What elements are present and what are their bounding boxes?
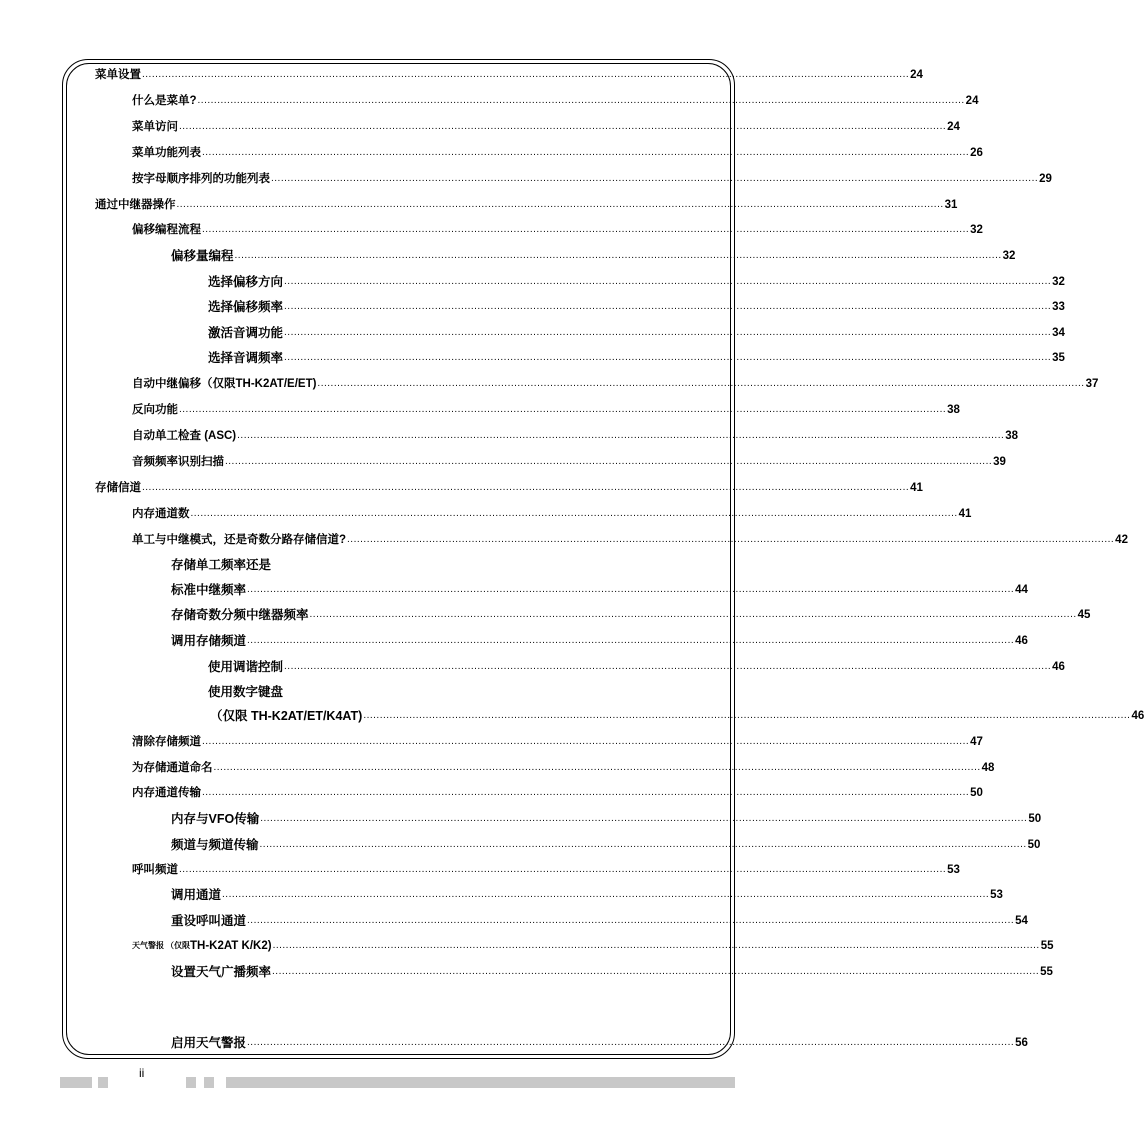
- toc-leader: ..........................................................................................................................................................................................................................................: [190, 508, 958, 519]
- toc-entry-page: 24: [947, 121, 960, 133]
- toc-entry: [208, 294, 1065, 314]
- toc-leader: ..........................................................................................................................................................................................................................................: [225, 456, 993, 467]
- toc-entry-page: 44: [1015, 584, 1028, 596]
- toc-entry: [171, 882, 1003, 902]
- toc-entry-title: 通过中继器操作: [95, 199, 176, 211]
- toc-entry-title: 重设呼叫通道: [171, 914, 247, 928]
- toc-entry-page: 41: [958, 508, 972, 520]
- toc-leader: ..........................................................................................................................................................................................................................................: [202, 736, 970, 747]
- toc-entry: [132, 114, 960, 134]
- toc-entry-page: 31: [944, 199, 958, 211]
- toc-entry-title: 偏移编程流程: [132, 224, 201, 236]
- footer-bar-segment: [226, 1077, 735, 1088]
- toc-leader: ..........................................................................................................................................................................................................................................: [247, 635, 1015, 646]
- toc-entry: [132, 88, 979, 108]
- toc-entry-page: 46: [1015, 635, 1028, 647]
- toc-entry-page: 29: [1039, 173, 1052, 185]
- toc-entry-title: 反向功能: [132, 404, 178, 416]
- toc-entry-page: 24: [965, 95, 979, 107]
- toc-entry-title: 存储信道: [95, 482, 141, 494]
- toc-entry: [132, 933, 1054, 953]
- toc-entry-page: 48: [981, 762, 995, 774]
- toc-leader: ..........................................................................................................................................................................................................................................: [179, 121, 947, 132]
- toc-entry: [171, 552, 719, 572]
- toc-entry-title: 偏移量编程: [171, 249, 234, 263]
- toc-entry-title: 设置天气广播频率: [171, 965, 272, 979]
- footer-bar-segment: [60, 1077, 92, 1088]
- toc-entry-title: 选择音调频率: [208, 351, 284, 365]
- toc-leader: ..........................................................................................................................................................................................................................................: [176, 199, 944, 210]
- toc-leader: ..........................................................................................................................................................................................................................................: [247, 1037, 1015, 1048]
- toc-leader: ..........................................................................................................................................................................................................................................: [271, 173, 1039, 184]
- toc-entry-page: 39: [993, 456, 1006, 468]
- toc-entry-title: 自动单工检查 (ASC): [132, 430, 237, 442]
- toc-entry-title: 呼叫频道: [132, 864, 178, 876]
- toc-entry: [171, 1030, 1028, 1050]
- toc-entry: [208, 654, 1065, 674]
- toc-entry: [95, 62, 923, 82]
- footer-page-number: ii: [139, 1066, 145, 1080]
- toc-entry-title: 调用存储频道: [171, 634, 247, 648]
- toc-entry-title: 选择偏移方向: [208, 275, 284, 289]
- toc-entry: [171, 628, 1028, 648]
- toc-entry: [132, 449, 1006, 469]
- toc-entry: [171, 243, 1016, 263]
- toc-entry-title: 菜单功能列表: [132, 147, 201, 159]
- toc-entry-note: （仅限: [166, 941, 190, 950]
- toc-entry-page: 50: [1027, 839, 1041, 851]
- toc-entry: [132, 780, 983, 800]
- toc-entry: [171, 602, 1091, 622]
- toc-entry-page: 38: [1005, 430, 1019, 442]
- toc-leader: ..........................................................................................................................................................................................................................................: [234, 250, 1002, 261]
- toc-entry: [210, 703, 1144, 723]
- toc-entry-page: 45: [1077, 609, 1091, 621]
- toc-entry-title: 菜单访问: [132, 121, 178, 133]
- toc-entry: [132, 423, 1019, 443]
- toc-entry-page: 38: [947, 404, 960, 416]
- toc-entry-page: 55: [1040, 940, 1054, 952]
- toc-entry-title: 频道与频道传输: [171, 838, 259, 852]
- toc-leader: ..........................................................................................................................................................................................................................................: [247, 584, 1015, 595]
- toc-entry-page: 35: [1052, 352, 1065, 364]
- toc-entry: [208, 345, 1065, 365]
- toc-entry-title: 内存通道数: [132, 508, 190, 520]
- toc-entry-page: 32: [970, 224, 983, 236]
- toc-entry-title: 存储奇数分频中继器频率: [171, 608, 309, 622]
- toc-leader: ..........................................................................................................................................................................................................................................: [317, 378, 1085, 389]
- toc-entry: [132, 755, 995, 775]
- toc-entry-title: 标准中继频率: [171, 583, 247, 597]
- toc-leader: ..........................................................................................................................................................................................................................................: [142, 69, 910, 80]
- toc-entry-page: 47: [970, 736, 983, 748]
- toc-leader: ..........................................................................................................................................................................................................................................: [179, 864, 947, 875]
- toc-entry: [132, 217, 983, 237]
- toc-entry: [132, 140, 983, 160]
- toc-entry-title: 天气警报: [132, 941, 164, 950]
- toc-leader: ..........................................................................................................................................................................................................................................: [247, 915, 1015, 926]
- toc-leader: ..........................................................................................................................................................................................................................................: [284, 327, 1052, 338]
- toc-entry-page: 50: [1028, 813, 1042, 825]
- toc-entry-title: 清除存储频道: [132, 736, 201, 748]
- toc-entry: [95, 192, 958, 212]
- toc-entry-title: 使用调谐控制: [208, 660, 284, 674]
- toc-entry: [171, 806, 1042, 826]
- toc-entry-page: 26: [970, 147, 983, 159]
- toc-entry-title: 存储单工频率还是: [171, 558, 272, 572]
- toc-entry: [171, 832, 1041, 852]
- toc-entry: [132, 527, 1128, 547]
- toc-entry-title: 按字母顺序排列的功能列表: [132, 173, 270, 185]
- toc-entry-title: 音频频率识别扫描: [132, 456, 224, 468]
- toc-entry-page: 54: [1015, 915, 1028, 927]
- toc-entry-page: 56: [1015, 1037, 1028, 1049]
- toc-entry: [171, 959, 1053, 979]
- toc-entry-page: 41: [910, 482, 923, 494]
- toc-leader: ..........................................................................................................................................................................................................................................: [202, 224, 970, 235]
- toc-entry-page: 50: [970, 787, 983, 799]
- toc-entry-page: 46: [1131, 710, 1144, 722]
- toc-entry-title: 菜单设置: [95, 69, 141, 81]
- toc-leader: ..........................................................................................................................................................................................................................................: [284, 276, 1052, 287]
- toc-leader: ..........................................................................................................................................................................................................................................: [284, 301, 1052, 312]
- toc-entry: [132, 857, 960, 877]
- toc-entry: [132, 397, 960, 417]
- toc-entry-page: 32: [1052, 276, 1065, 288]
- toc-leader: ..........................................................................................................................................................................................................................................: [222, 889, 990, 900]
- toc-entry: [171, 908, 1028, 928]
- toc-entry: [132, 166, 1052, 186]
- toc-leader: ..........................................................................................................................................................................................................................................: [272, 940, 1040, 951]
- toc-entry-page: 46: [1052, 661, 1065, 673]
- toc-entry-title: 使用数字键盘: [208, 685, 284, 699]
- toc-leader: ..........................................................................................................................................................................................................................................: [272, 966, 1040, 977]
- toc-leader: ..........................................................................................................................................................................................................................................: [363, 710, 1131, 721]
- toc-entry: [95, 475, 923, 495]
- toc-leader: ..........................................................................................................................................................................................................................................: [179, 404, 947, 415]
- toc-entry-title: 什么是菜单?: [132, 95, 197, 107]
- toc-entry-page: 34: [1052, 327, 1065, 339]
- toc-leader: ..........................................................................................................................................................................................................................................: [284, 352, 1052, 363]
- toc-leader: ..........................................................................................................................................................................................................................................: [309, 609, 1077, 620]
- toc-entry: [171, 577, 1028, 597]
- toc-entry: [132, 371, 1099, 391]
- toc-entry-title: 内存通道传输: [132, 787, 201, 799]
- toc-entry-page: 53: [990, 889, 1003, 901]
- toc-entry-title: 启用天气警报: [171, 1036, 247, 1050]
- toc-entry-title: （仅限 TH-K2AT/ET/K4AT): [210, 709, 363, 723]
- footer-bar-segment: [204, 1077, 214, 1088]
- toc-entry-page: 32: [1002, 250, 1016, 262]
- toc-leader: ..........................................................................................................................................................................................................................................: [213, 762, 981, 773]
- toc-entry: [208, 269, 1065, 289]
- toc-entry: [132, 501, 972, 521]
- toc-entry: [208, 679, 719, 699]
- toc-entry-model: TH-K2AT K/K2): [190, 940, 272, 952]
- toc-leader: ..........................................................................................................................................................................................................................................: [197, 95, 965, 106]
- toc-entry-page: 55: [1040, 966, 1053, 978]
- toc-entry-page: 37: [1085, 378, 1099, 390]
- toc-entry-title: 单工与中继模式，还是奇数分路存储信道?: [132, 534, 347, 546]
- toc-entry-title: 调用通道: [171, 888, 222, 902]
- toc-leader: ..........................................................................................................................................................................................................................................: [202, 147, 970, 158]
- toc-entry-page: 33: [1052, 301, 1065, 313]
- toc-entry-page: 53: [947, 864, 960, 876]
- toc-entry: [132, 729, 983, 749]
- toc-entry-title: 自动中继偏移（仅限TH-K2AT/E/ET): [132, 378, 317, 390]
- toc-leader: ..........................................................................................................................................................................................................................................: [237, 430, 1005, 441]
- toc-leader: ..........................................................................................................................................................................................................................................: [284, 661, 1052, 672]
- toc-entry-title: 选择偏移频率: [208, 300, 284, 314]
- toc-leader: ..........................................................................................................................................................................................................................................: [259, 839, 1027, 850]
- toc-leader: ..........................................................................................................................................................................................................................................: [260, 813, 1028, 824]
- toc-leader: ..........................................................................................................................................................................................................................................: [202, 787, 970, 798]
- toc-entry-page: 24: [910, 69, 923, 81]
- footer-bar-segment: [98, 1077, 108, 1088]
- footer-bar-segment: [186, 1077, 196, 1088]
- toc-leader: ..........................................................................................................................................................................................................................................: [347, 534, 1115, 545]
- toc-entry: [208, 320, 1065, 340]
- toc-entry-page: 42: [1115, 534, 1128, 546]
- toc-entry-title: 激活音调功能: [208, 326, 284, 340]
- toc-entry-title: 为存储通道命名: [132, 762, 213, 774]
- toc-entry-title: 内存与VFO传输: [171, 812, 260, 826]
- toc-leader: ..........................................................................................................................................................................................................................................: [142, 482, 910, 493]
